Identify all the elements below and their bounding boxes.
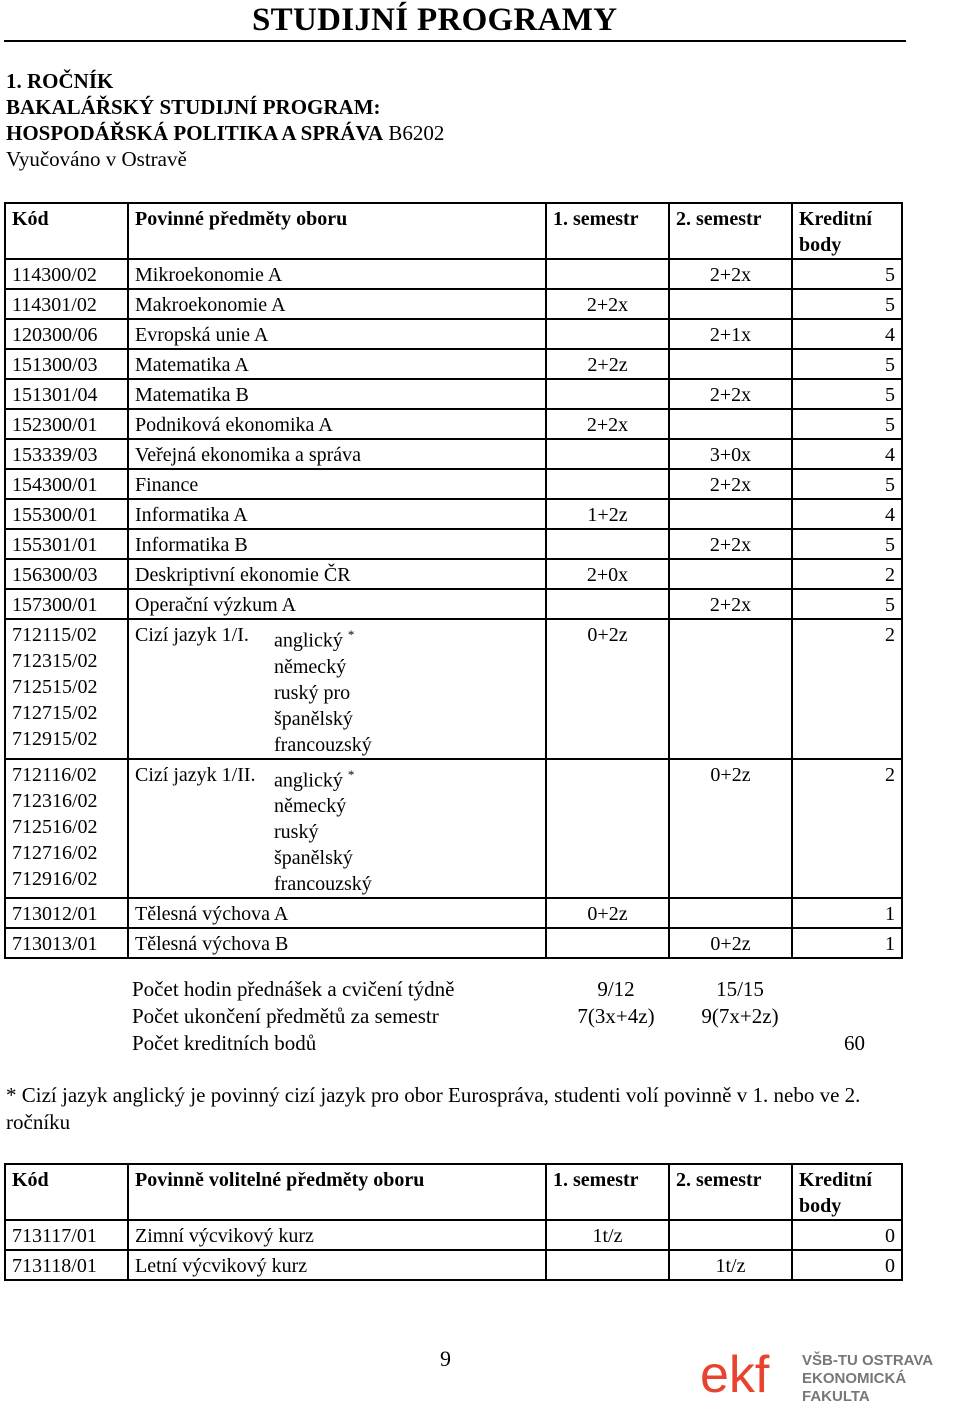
- subject-code: 713118/01: [5, 1250, 128, 1280]
- subject-name: Makroekonomie A: [128, 289, 546, 319]
- logo-mark: ekf: [700, 1346, 770, 1400]
- language-name: anglický: [274, 769, 343, 792]
- language-name: německý: [274, 795, 347, 818]
- subject-name: Matematika B: [128, 379, 546, 409]
- credits-value: 5: [792, 379, 902, 409]
- subject-name: Finance: [128, 469, 546, 499]
- subject-name: Tělesná výchova B: [128, 928, 546, 958]
- table-row: [5, 499, 902, 529]
- table-row: [5, 259, 902, 289]
- table-row: [5, 289, 902, 319]
- summary-row: [132, 1030, 865, 1057]
- subject-code: 152300/01: [5, 409, 128, 439]
- sem2-value: 2+2x: [669, 379, 792, 409]
- sem2-value: [669, 499, 792, 529]
- table-row: [5, 469, 902, 499]
- subject-name: Tělesná výchova A: [128, 898, 546, 928]
- table-row: [5, 409, 902, 439]
- table-row: [5, 559, 902, 589]
- subject-code: 712915/02: [12, 728, 98, 750]
- subject-code: 712316/02: [12, 789, 98, 812]
- sem2-value: [669, 559, 792, 589]
- course-name: Cizí jazyk 1/I.: [135, 624, 249, 646]
- footnote-marker: *: [347, 766, 355, 782]
- program-type: BAKALÁŘSKÝ STUDIJNÍ PROGRAM:: [6, 95, 381, 119]
- sem2-value: 1t/z: [669, 1250, 792, 1280]
- subject-code: 712515/02: [12, 676, 98, 698]
- summary-label: Počet ukončení předmětů za semestr: [132, 1004, 439, 1028]
- table-row: [5, 1220, 902, 1250]
- footnote: * Cizí jazyk anglický je povinný cizí jazyk pro obor Eurosprávа, studenti volí povinně v 1. nebo ve 2. ročníku: [6, 1083, 861, 1134]
- subject-code: 712716/02: [12, 841, 98, 864]
- summary-total: 60: [844, 1031, 865, 1055]
- language-item: [274, 622, 372, 654]
- sem1-value: 2+2x: [546, 289, 669, 319]
- col-header-subject: Povinně volitelné předměty oboru: [128, 1164, 546, 1220]
- language-list: [274, 622, 372, 758]
- language-name: německý: [274, 655, 347, 678]
- subject-code: 114300/02: [5, 259, 128, 289]
- subject-name: Podniková ekonomika A: [128, 409, 546, 439]
- col-header-subject: Povinné předměty oboru: [128, 203, 546, 259]
- sem1-value: 1+2z: [546, 499, 669, 529]
- language-item: [274, 680, 372, 706]
- col-header-code: Kód: [5, 203, 128, 259]
- subject-code: 157300/01: [5, 589, 128, 619]
- summary-block: [132, 976, 865, 1057]
- credits-value: 4: [792, 319, 902, 349]
- language-row: [5, 619, 902, 759]
- col-header-credits: Kreditní body: [792, 1164, 902, 1220]
- language-item: [274, 706, 372, 732]
- summary-sem2: 15/15: [716, 977, 764, 1001]
- sem2-value: 2+2x: [669, 589, 792, 619]
- sem1-value: [546, 759, 669, 899]
- subject-name: Informatika B: [128, 529, 546, 559]
- sem2-value: 2+2x: [669, 529, 792, 559]
- subject-name: Evropská unie A: [128, 319, 546, 349]
- page-number: 9: [440, 1346, 451, 1371]
- faculty-name: [802, 1352, 960, 1406]
- year-label: 1. ROČNÍK: [6, 69, 114, 93]
- sem1-value: [546, 469, 669, 499]
- table-header-row: [5, 1164, 902, 1220]
- faculty-title: EKONOMICKÁ FAKULTA: [802, 1370, 907, 1405]
- subject-code: 114301/02: [5, 289, 128, 319]
- col-header-credits: Kreditní body: [792, 203, 902, 259]
- summary-label: Počet hodin přednášek a cvičení týdně: [132, 977, 455, 1001]
- title-divider: [4, 40, 906, 42]
- language-course-name: [135, 622, 274, 758]
- summary-total: [805, 1003, 865, 1030]
- subject-code: 154300/01: [5, 469, 128, 499]
- language-name: francouzský: [274, 733, 372, 756]
- table-row: [5, 379, 902, 409]
- sem1-value: 0+2z: [546, 619, 669, 759]
- subject-name: Zimní výcvikový kurz: [128, 1220, 546, 1250]
- subject-code: 712516/02: [12, 815, 98, 838]
- credits-value: 5: [792, 469, 902, 499]
- subject-code: 151301/04: [5, 379, 128, 409]
- language-list: [274, 762, 372, 898]
- subject-name: Letní výcvikový kurz: [128, 1250, 546, 1280]
- sem2-value: 2+2x: [669, 259, 792, 289]
- subject-name: [128, 619, 546, 759]
- language-name: španělský: [274, 847, 353, 870]
- sem2-value: 2+1x: [669, 319, 792, 349]
- col-header-sem2: 2. semestr: [669, 203, 792, 259]
- subject-code: 712115/02: [12, 624, 97, 646]
- subject-name: Deskriptivní ekonomie ČR: [128, 559, 546, 589]
- credits-value: 5: [792, 349, 902, 379]
- col-header-code: Kód: [5, 1164, 128, 1220]
- table-row: [5, 928, 902, 958]
- credits-value: 2: [792, 559, 902, 589]
- sem2-value: 2+2x: [669, 469, 792, 499]
- subject-code: 155301/01: [5, 529, 128, 559]
- taught-location: Vyučováno v Ostravě: [6, 147, 187, 171]
- program-header: [6, 68, 444, 172]
- subject-code: 151300/03: [5, 349, 128, 379]
- subject-name: Veřejná ekonomika a správa: [128, 439, 546, 469]
- sem1-value: 2+2z: [546, 349, 669, 379]
- credits-value: 1: [792, 928, 902, 958]
- credits-value: 2: [792, 759, 902, 899]
- sem1-value: [546, 379, 669, 409]
- summary-sem2: [675, 1030, 805, 1057]
- table-row: [5, 529, 902, 559]
- program-code: B6202: [388, 121, 445, 145]
- sem1-value: [546, 319, 669, 349]
- credits-value: 5: [792, 529, 902, 559]
- col-header-sem2: 2. semestr: [669, 1164, 792, 1220]
- subject-code: 713013/01: [5, 928, 128, 958]
- credits-value: 0: [792, 1220, 902, 1250]
- language-row: [5, 759, 902, 899]
- summary-sem1: 7(3x+4z): [577, 1004, 655, 1028]
- summary-sem2: 9(7x+2z): [701, 1004, 779, 1028]
- sem2-value: 0+2z: [669, 759, 792, 899]
- col-header-sem1: 1. semestr: [546, 1164, 669, 1220]
- subject-codes: [5, 759, 128, 899]
- sem2-value: [669, 289, 792, 319]
- subject-code: 155300/01: [5, 499, 128, 529]
- course-name: Cizí jazyk 1/II.: [135, 763, 256, 786]
- language-name: francouzský: [274, 873, 372, 896]
- credits-value: 4: [792, 439, 902, 469]
- subject-code: 156300/03: [5, 559, 128, 589]
- sem1-value: 0+2z: [546, 898, 669, 928]
- table-row: [5, 898, 902, 928]
- credits-value: 4: [792, 499, 902, 529]
- language-name: anglický: [274, 629, 343, 652]
- subject-name: Matematika A: [128, 349, 546, 379]
- sem2-value: [669, 619, 792, 759]
- table-header-row: [5, 203, 902, 259]
- credits-value: 5: [792, 289, 902, 319]
- subject-code: 153339/03: [5, 439, 128, 469]
- subject-code: 713117/01: [5, 1220, 128, 1250]
- credits-value: 2: [792, 619, 902, 759]
- credits-value: 5: [792, 259, 902, 289]
- language-item: [274, 654, 372, 680]
- language-course-name: [135, 762, 274, 898]
- language-options: [135, 622, 539, 758]
- sem2-value: [669, 349, 792, 379]
- credits-value: 5: [792, 409, 902, 439]
- subject-name: Operační výzkum A: [128, 589, 546, 619]
- table-row: [5, 589, 902, 619]
- sem2-value: [669, 409, 792, 439]
- optional-subjects-table: [4, 1163, 903, 1281]
- compulsory-subjects-table: [4, 202, 903, 959]
- language-item: [274, 819, 372, 845]
- table-row: [5, 319, 902, 349]
- language-item: [274, 871, 372, 897]
- program-name: HOSPODÁŘSKÁ POLITIKA A SPRÁVA: [6, 121, 384, 145]
- credits-value: 0: [792, 1250, 902, 1280]
- footnote-marker: *: [347, 627, 355, 642]
- subject-code: 712715/02: [12, 702, 98, 724]
- table-row: [5, 1250, 902, 1280]
- sem2-value: 3+0x: [669, 439, 792, 469]
- subject-name: [128, 759, 546, 899]
- university-name: VŠB-TU OSTRAVA: [802, 1352, 934, 1369]
- language-item: [274, 845, 372, 871]
- subject-name: Mikroekonomie A: [128, 259, 546, 289]
- sem1-value: [546, 1250, 669, 1280]
- sem1-value: [546, 259, 669, 289]
- summary-row: [132, 976, 865, 1003]
- language-item: [274, 762, 372, 794]
- subject-code: 712916/02: [12, 867, 98, 890]
- language-item: [274, 732, 372, 758]
- language-name: španělský: [274, 707, 353, 730]
- program-name-line: [6, 120, 444, 146]
- sem1-value: [546, 439, 669, 469]
- summary-label: Počet kreditních bodů: [132, 1031, 317, 1055]
- credits-value: 1: [792, 898, 902, 928]
- summary-total: [805, 976, 865, 1003]
- subject-codes: [5, 619, 128, 759]
- subject-code: 120300/06: [5, 319, 128, 349]
- table-row: [5, 349, 902, 379]
- subject-code: 712315/02: [12, 650, 98, 672]
- sem1-value: 1t/z: [546, 1220, 669, 1250]
- sem1-value: [546, 529, 669, 559]
- sem1-value: 2+0x: [546, 559, 669, 589]
- sem1-value: [546, 928, 669, 958]
- page-title: STUDIJNÍ PROGRAMY: [252, 2, 618, 38]
- table-row: [5, 439, 902, 469]
- sem2-value: [669, 898, 792, 928]
- language-options: [135, 762, 539, 898]
- summary-row: [132, 1003, 865, 1030]
- language-item: [274, 793, 372, 819]
- language-name: ruský: [274, 821, 319, 844]
- sem1-value: [546, 589, 669, 619]
- subject-code: 712116/02: [12, 763, 97, 786]
- sem1-value: 2+2x: [546, 409, 669, 439]
- credits-value: 5: [792, 589, 902, 619]
- language-name: ruský pro: [274, 681, 351, 704]
- subject-name: Informatika A: [128, 499, 546, 529]
- sem2-value: 0+2z: [669, 928, 792, 958]
- sem2-value: [669, 1220, 792, 1250]
- summary-sem1: [557, 1030, 675, 1057]
- col-header-sem1: 1. semestr: [546, 203, 669, 259]
- summary-sem1: 9/12: [597, 977, 635, 1001]
- subject-code: 713012/01: [5, 898, 128, 928]
